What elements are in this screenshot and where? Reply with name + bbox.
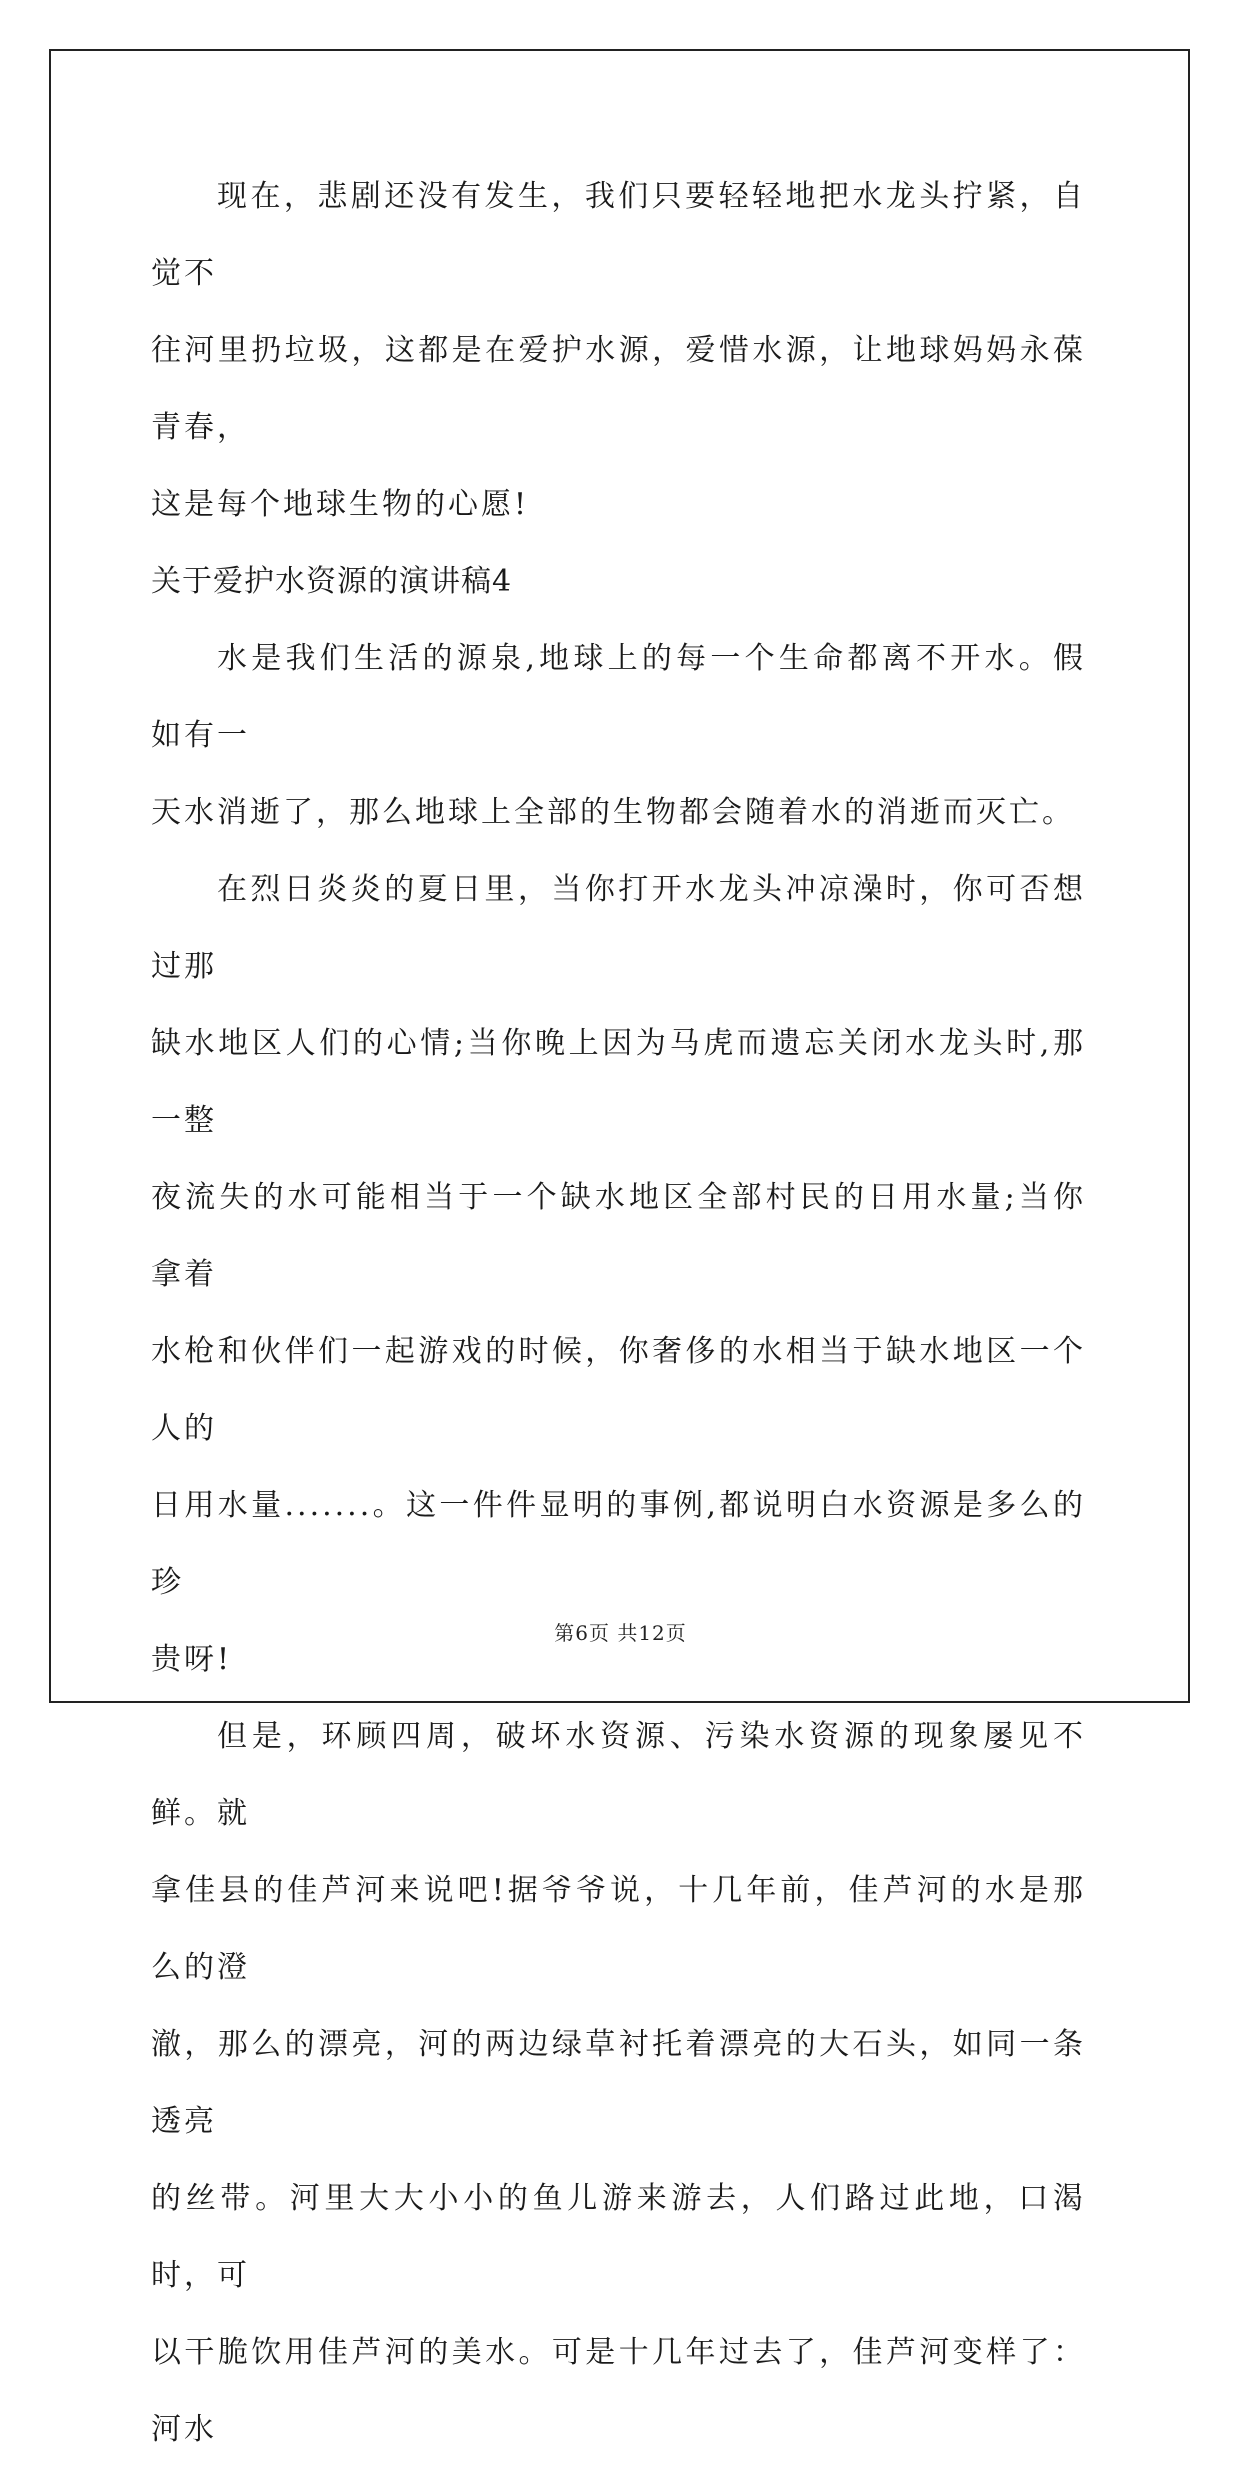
paragraph-1: 现在，悲剧还没有发生，我们只要轻轻地把水龙头拧紧，自觉不 往河里扔垃圾，这都是在爱护水源，爱惜水源，让地球妈妈永葆青春， 这是每个地球生物的心愿! [151,179,1086,522]
section-heading: 关于爱护水资源的演讲稿4 [151,564,513,599]
paragraph-4: 但是，环顾四周，破坏水资源、污染水资源的现象屡见不鲜。就 拿佳县的佳芦河来说吧!据爷爷说，十几年前，佳芦河的水是那么的澄 澈，那么的漂亮，河的两边绿草衬托着漂亮的大石头，如同一条透亮 的丝带。河里大大小小的鱼儿游来游去，人们路过此地，口渴时，可 以干脆饮用佳芦河的美水。可是十几年过去了，佳芦河变样了：河水 [151,1719,1086,2447]
paragraph-2: 水是我们生活的源泉,地球上的每一个生命都离不开水。假如有一 天水消逝了，那么地球上全部的生物都会随着水的消逝而灭亡。 [151,641,1086,830]
document-body [151,158,1086,2468]
paragraph-3: 在烈日炎炎的夏日里，当你打开水龙头冲凉澡时，你可否想过那 缺水地区人们的心情;当你晚上因为马虎而遗忘关闭水龙头时,那一整 夜流失的水可能相当于一个缺水地区全部村民的日用水量;当你拿着 水枪和伙伴们一起游戏的时候，你奢侈的水相当于缺水地区一个人的 日用水量.......。这一件件显明的事例,都说明白水资源是多么的珍 贵呀! [151,872,1086,1677]
page-number-footer: 第6页 共12页 [554,1621,687,1645]
